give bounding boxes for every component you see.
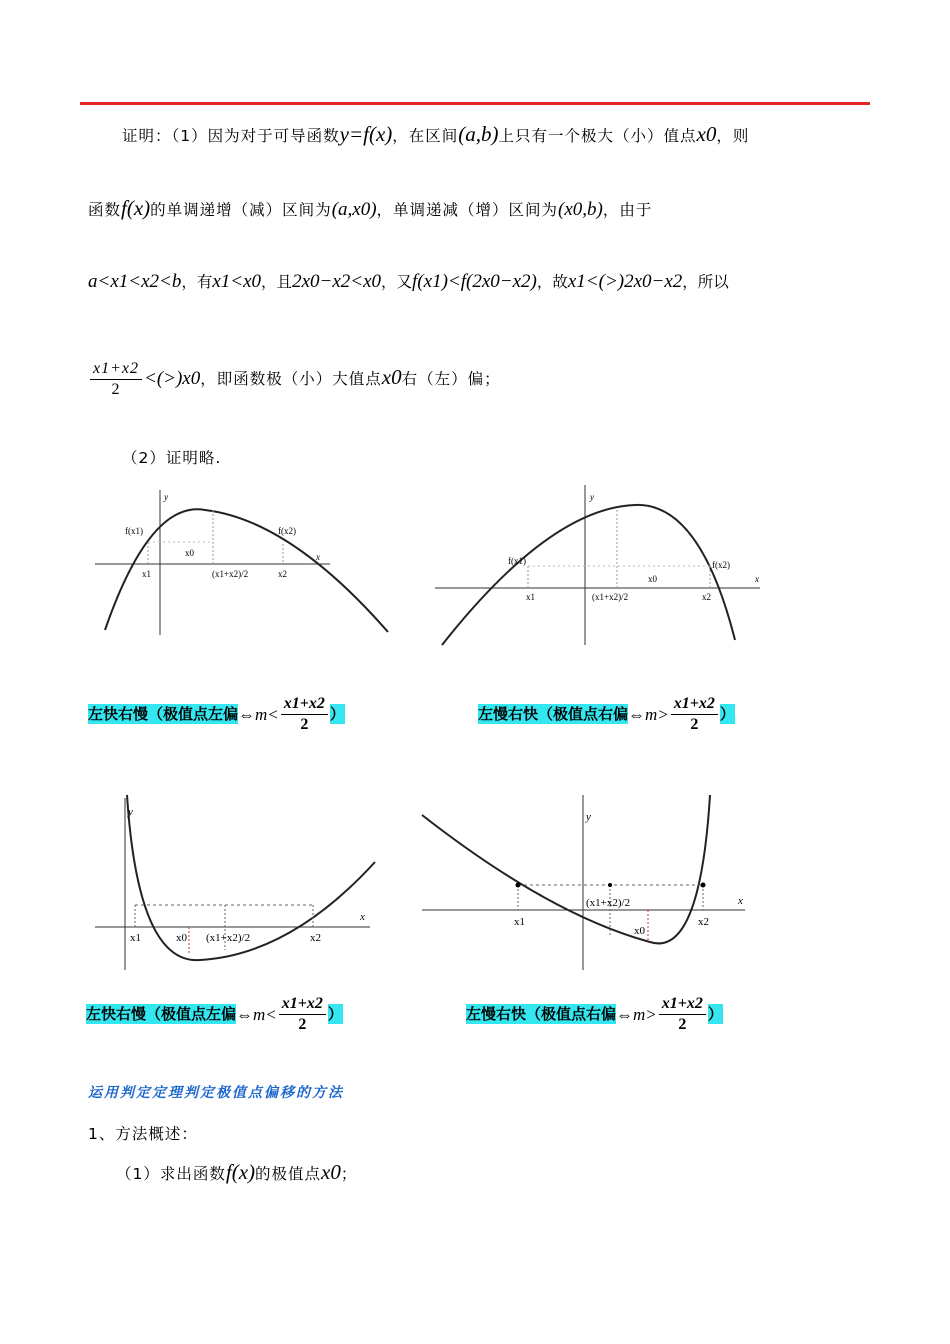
label-x: x — [755, 574, 759, 584]
label-x: x — [316, 552, 320, 562]
label-x1: x1 — [142, 569, 151, 579]
label-mid: (x1+x2)/2 — [212, 569, 249, 579]
text: 的单调递增（减）区间为 — [150, 201, 332, 219]
label-y: y — [128, 806, 133, 818]
text: ，单调递减（增）区间为 — [376, 201, 559, 219]
text: ，所以 — [682, 273, 729, 291]
graph-3 — [90, 790, 390, 975]
math-interval: (x0,b) — [558, 199, 603, 220]
math-ineq: a<x1<x2<b — [88, 271, 182, 292]
method-step-1: （1）求出函数f(x)的极值点x0； — [116, 1160, 358, 1184]
math-func: y=f(x) — [339, 122, 393, 146]
label-f-x2: f(x2) — [278, 526, 296, 536]
text: 上只有一个极大（小）值点 — [498, 127, 697, 145]
label-mid: (x1+x2)/2 — [206, 932, 251, 944]
math-ineq: x1<x0 — [212, 271, 262, 292]
label-x: x — [738, 895, 743, 907]
caption-3: 左快右慢（极值点左偏⇔m< $\frac{x1+x2}{2}$ ） — [86, 995, 343, 1033]
label-x2: x2 — [702, 592, 711, 602]
caption-1: 左快右慢（极值点左偏⇔m< $\frac{x1+x2}{2}$ ） — [88, 695, 345, 733]
label-f-x1: f(x1) — [125, 526, 143, 536]
label-x0: x0 — [176, 932, 187, 944]
label-f-x1: f(x1) — [508, 556, 526, 566]
graph-2 — [430, 480, 770, 650]
math-ineq: 2x0−x2<x0 — [292, 271, 382, 292]
text: 证明：（1）因为对于可导函数 — [122, 127, 340, 145]
text: ，故 — [536, 273, 568, 291]
label-x2: x2 — [278, 569, 287, 579]
proof-line-5: （2）证明略. — [122, 449, 222, 467]
label-x1: x1 — [514, 916, 525, 928]
text: ，则 — [716, 127, 750, 145]
label-x0: x0 — [634, 925, 645, 937]
proof-line-3 — [88, 270, 729, 293]
label-x: x — [360, 911, 365, 923]
math-extreme: x0 — [381, 365, 402, 389]
text: ，有 — [181, 273, 213, 291]
label-mid: (x1+x2)/2 — [586, 897, 631, 909]
label-y: y — [586, 811, 591, 823]
curve — [442, 505, 735, 645]
caption-2: 左慢右快（极值点右偏⇔m> $\frac{x1+x2}{2}$ ） — [478, 695, 735, 733]
text: 函数 — [88, 201, 122, 219]
proof-line-1 — [122, 122, 749, 147]
curve — [422, 795, 710, 943]
text: ，且 — [261, 273, 293, 291]
top-red-rule — [80, 102, 870, 105]
label-x2: x2 — [698, 916, 709, 928]
label-x2: x2 — [310, 932, 321, 944]
text: ，在区间 — [392, 127, 459, 145]
math-extreme: x0 — [696, 122, 717, 146]
label-x1: x1 — [526, 592, 535, 602]
graph-1 — [90, 480, 400, 640]
label-x1: x1 — [130, 932, 141, 944]
section-heading: 运用判定定理判定极值点偏移的方法 — [88, 1085, 344, 1101]
label-y: y — [164, 492, 168, 502]
text: ，又 — [381, 273, 413, 291]
caption-4: 左慢右快（极值点右偏⇔m> $\frac{x1+x2}{2}$ ） — [466, 995, 723, 1033]
method-title: 1、方法概述： — [88, 1125, 198, 1143]
label-f-x2: f(x2) — [712, 560, 730, 570]
graph-4 — [420, 790, 750, 975]
proof-line-4 — [88, 360, 501, 399]
math-func: f(x) — [121, 196, 151, 220]
math-relation: <(>)x0 — [144, 368, 201, 389]
text: ，由于 — [602, 201, 653, 219]
math-interval: (a,b) — [458, 122, 499, 146]
proof-line-2 — [88, 196, 652, 221]
label-mid: (x1+x2)/2 — [592, 592, 629, 602]
label-x0: x0 — [185, 548, 194, 558]
label-y: y — [590, 492, 594, 502]
math-interval: (a,x0) — [331, 199, 377, 220]
text: ，即函数极（小）大值点 — [200, 370, 382, 388]
text: 右（左）偏； — [401, 370, 501, 388]
math-ineq: f(x1)<f(2x0−x2) — [412, 271, 537, 292]
math-ineq: x1<(>)2x0−x2 — [567, 271, 683, 292]
label-x0: x0 — [648, 574, 657, 584]
fraction: $\frac{x1+x2}{2}$ — [90, 360, 142, 399]
curve — [127, 795, 375, 960]
